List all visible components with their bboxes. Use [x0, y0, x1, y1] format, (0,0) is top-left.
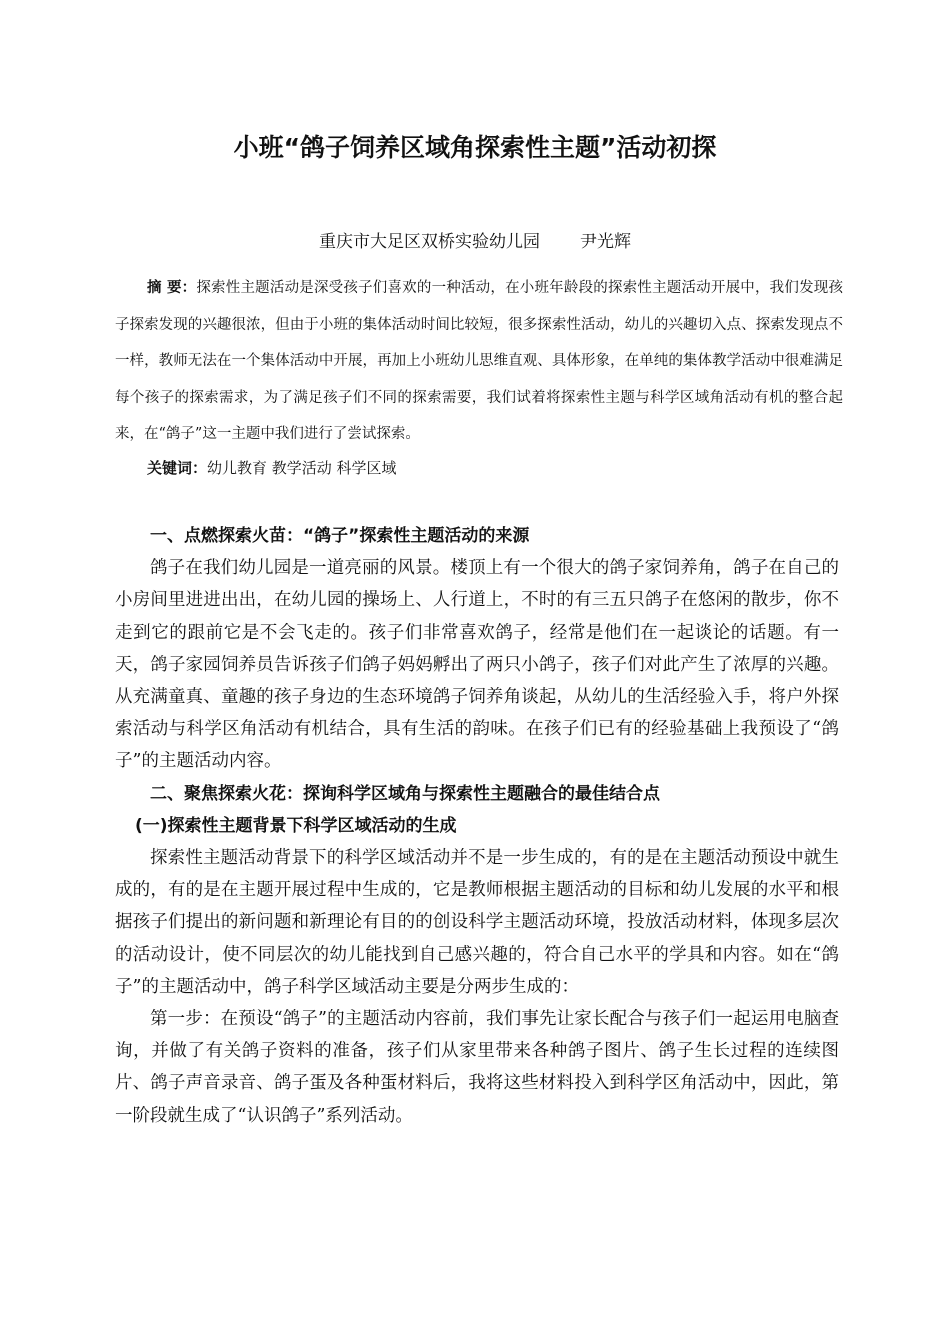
- keywords-text: 幼儿教育 教学活动 科学区域: [207, 459, 397, 477]
- paragraph-3: 第一步：在预设“鸽子”的主题活动内容前，我们事先让家长配合与孩子们一起运用电脑查询，并做了有关鸽子资料的准备，孩子们从家里带来各种鸽子图片、鸽子生长过程的连续图片、鸽子声音录音、鸽子蛋及各种蛋材料后，我将这些材料投入到科学区角活动中，因此，第一阶段就生成了“认识鸽子”系列活动。: [115, 1009, 839, 1126]
- keywords-label: 关键词：: [147, 459, 208, 477]
- byline: [0, 227, 950, 252]
- body-text: [115, 520, 839, 1132]
- abstract: [115, 270, 843, 453]
- subsection-heading-1: (一)探索性主题背景下科学区域活动的生成: [135, 815, 457, 836]
- abstract-label: 摘 要：: [147, 280, 197, 296]
- paragraph-1: 鸽子在我们幼儿园是一道亮丽的风景。楼顶上有一个很大的鸽子家饲养角，鸽子在自己的小房间里进进出出，在幼儿园的操场上、人行道上，不时的有三五只鸽子在悠闲的散步，你不走到它的跟前它是不会飞走的。孩子们非常喜欢鸽子，经常是他们在一起谈论的话题。有一天，鸽子家园饲养员告诉孩子们鸽子妈妈孵出了两只小鸽子，孩子们对此产生了浓厚的兴趣。从充满童真、童趣的孩子身边的生态环境鸽子饲养角谈起，从幼儿的生活经验入手，将户外探索活动与科学区角活动有机结合，具有生活的韵味。在孩子们已有的经验基础上我预设了“鸽子”的主题活动内容。: [115, 558, 839, 772]
- author: 尹光辉: [580, 232, 631, 252]
- section-heading-1: 一、点燃探索火苗：“鸽子”探索性主题活动的来源: [150, 526, 530, 546]
- organization: 重庆市大足区双桥实验幼儿园: [319, 232, 540, 252]
- abstract-text: 探索性主题活动是深受孩子们喜欢的一种活动，在小班年龄段的探索性主题活动开展中，我们发现孩子探索发现的兴趣很浓，但由于小班的集体活动时间比较短，很多探索性活动，幼儿的兴趣切入点、探索发现点不一样，教师无法在一个集体活动中开展，再加上小班幼儿思维直观、具体形象，在单纯的集体教学活动中很难满足每个孩子的探索需求，为了满足孩子们不同的探索需要，我们试着将探索性主题与科学区域角活动有机的整合起来，在“鸽子”这一主题中我们进行了尝试探索。: [115, 280, 843, 442]
- keywords: [147, 456, 847, 480]
- page-title: 小班“鸽子饲养区域角探索性主题”活动初探: [233, 133, 717, 162]
- paragraph-2: 探索性主题活动背景下的科学区域活动并不是一步生成的，有的是在主题活动预设中就生成的，有的是在主题开展过程中生成的，它是教师根据主题活动的目标和幼儿发展的水平和根据孩子们提出的新问题和新理论有目的的创设科学主题活动环境，投放活动材料，体现多层次的活动设计，使不同层次的幼儿能找到自己感兴趣的，符合自己水平的学具和内容。如在“鸽子”的主题活动中，鸽子科学区域活动主要是分两步生成的：: [115, 848, 839, 997]
- section-heading-2: 二、聚焦探索火花：探询科学区域角与探索性主题融合的最佳结合点: [150, 783, 660, 804]
